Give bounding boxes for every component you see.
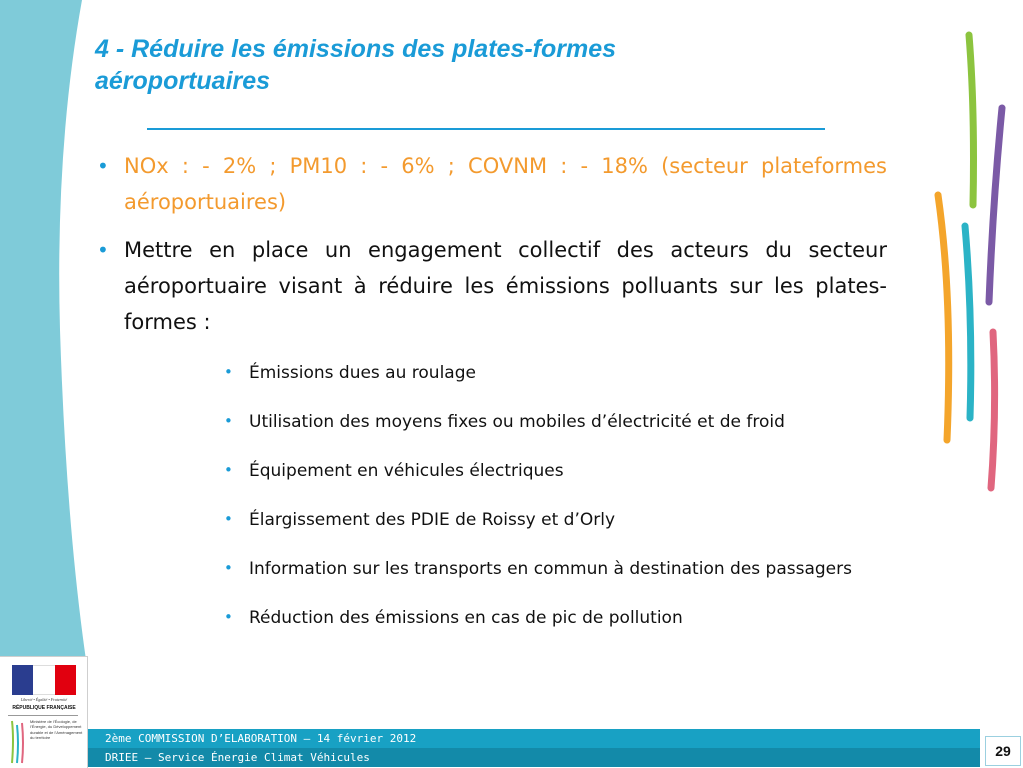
sub-bullet-text: Utilisation des moyens fixes ou mobiles d’électricité et de froid xyxy=(249,412,785,432)
ministry-ribbon-icon xyxy=(8,719,28,765)
pink-ribbon xyxy=(991,332,995,488)
footer-service: DRIEE – Service Énergie Climat Véhicules xyxy=(105,751,370,764)
sub-bullet-vehicules-electriques xyxy=(222,456,887,486)
sub-bullet-roulage xyxy=(222,358,887,388)
sub-bullet-text: Équipement en véhicules électriques xyxy=(249,461,564,481)
title-underline xyxy=(147,128,825,130)
bullet-icon: • xyxy=(224,461,233,479)
bullet-icon: • xyxy=(97,238,109,262)
sub-bullet-moyens-fixes xyxy=(222,407,887,437)
marianne-flag-icon xyxy=(12,665,76,695)
sub-bullet-pic-pollution xyxy=(222,603,887,633)
slide-content xyxy=(95,148,887,652)
footer-commission: 2ème COMMISSION D’ELABORATION – 14 février 2012 xyxy=(105,732,417,745)
sub-bullet-pdie xyxy=(222,505,887,535)
logo-country: RÉPUBLIQUE FRANÇAISE xyxy=(12,705,76,711)
bullet-icon: • xyxy=(224,608,233,626)
bullet-emission-targets xyxy=(95,148,887,220)
sub-bullet-text: Réduction des émissions en cas de pic de pollution xyxy=(249,608,683,628)
footer xyxy=(88,729,980,767)
purple-ribbon xyxy=(989,108,1002,302)
republique-francaise-logo xyxy=(0,656,88,768)
page-number: 29 xyxy=(985,736,1021,766)
logo-ministry-name: Ministère de l’Écologie, de l’Énergie, du Développement durable et de l’Aménagement du territoire xyxy=(30,719,83,741)
logo-divider xyxy=(8,715,78,716)
bullet-text: NOx : - 2% ; PM10 : - 6% ; COVNM : - 18% (secteur plateformes aéroportuaires) xyxy=(124,154,887,214)
teal-ribbon xyxy=(965,226,971,418)
footer-bottom-band xyxy=(88,748,980,767)
bullet-collective-commitment xyxy=(95,232,887,340)
green-ribbon xyxy=(969,35,974,205)
orange-ribbon xyxy=(938,195,949,440)
footer-top-band xyxy=(88,729,980,748)
logo-motto: Liberté • Égalité • Fraternité xyxy=(20,697,68,702)
sub-bullet-information xyxy=(222,554,887,584)
bullet-icon: • xyxy=(224,559,233,577)
bullet-icon: • xyxy=(224,412,233,430)
bullet-text: Mettre en place un engagement collectif des acteurs du secteur aéroportuaire visant à réduire les émissions polluants sur les plates-formes : xyxy=(124,238,887,334)
sub-bullet-text: Information sur les transports en commun à destination des passagers xyxy=(249,559,852,579)
bullet-icon: • xyxy=(97,154,109,178)
bullet-icon: • xyxy=(224,510,233,528)
left-decorative-band xyxy=(0,0,110,660)
slide-title: 4 - Réduire les émissions des plates-formes aéroportuaires xyxy=(95,35,617,95)
decorative-ribbons xyxy=(925,30,1020,500)
sub-bullet-text: Émissions dues au roulage xyxy=(249,363,476,383)
sub-bullet-text: Élargissement des PDIE de Roissy et d’Orly xyxy=(249,510,616,530)
bullet-icon: • xyxy=(224,363,233,381)
